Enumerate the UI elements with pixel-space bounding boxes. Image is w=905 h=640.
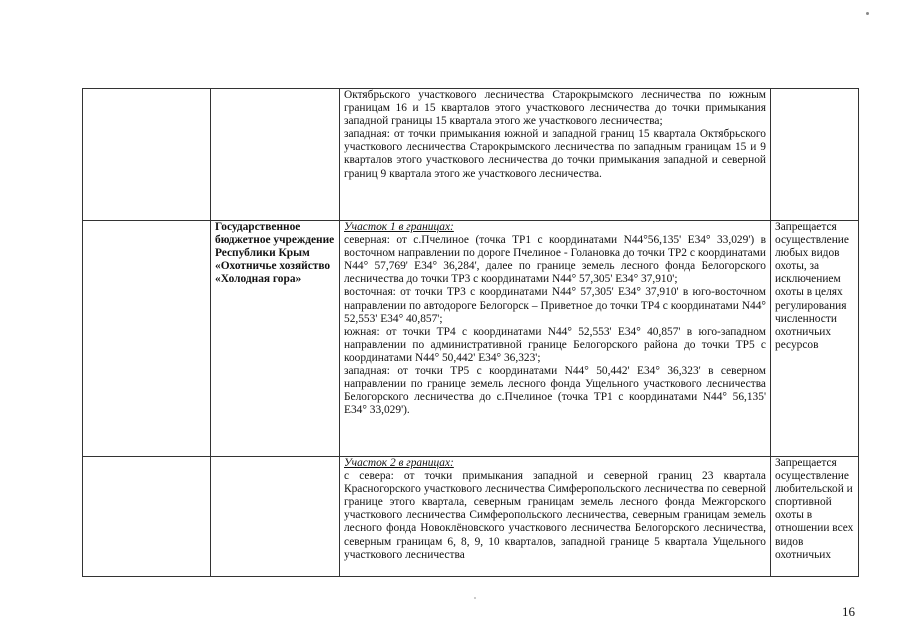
boundary-line: восточная: от точки ТР3 с координатами N44° 57,305' E34° 37,910' в юго-восточном направлении по автодороге Белогорск – Приветное до точки ТР4 с координатами N44° 52,553' E34° 40,857'; — [344, 286, 766, 325]
table-row — [83, 221, 859, 457]
scan-speck — [866, 12, 869, 15]
boundary-line: Октябрьского участкового лесничества Старокрымского лесничества по южным границам 16 и 15 кварталов этого участкового лесничества до точки примыкания западной границы 15 квартала этого же участкового лесничества; — [344, 89, 766, 128]
boundary-line: северная: от с.Пчелиное (точка ТР1 с координатами N44°56,135' E34° 33,029') в восточном направлении по дороге Пчелиное - Голановка до точки ТР2 с координатами N44° 57,769' E34° 36,284', далее по границе земель лесного фонда Белогорского лесничества до точки ТР3 с координатами N44° 57,305' E34° 37,910'; — [344, 234, 766, 286]
organization-cell — [211, 221, 340, 457]
section-title: Участок 1 в границах: — [344, 221, 454, 233]
organization-cell — [211, 457, 340, 577]
document-table — [82, 88, 859, 577]
boundary-description-cell — [340, 89, 771, 221]
restriction-cell — [771, 89, 859, 221]
boundary-description-cell — [340, 457, 771, 577]
boundary-line: западная: от точки примыкания южной и западной границ 15 квартала Октябрьского участкового лесничества Старокрымского лесничества по западным границам 15 и 9 кварталов этого участкового лесничества до точки примыкания западной и северной границ 9 квартала этого же участкового лесничества. — [344, 128, 766, 180]
section-title: Участок 2 в границах: — [344, 457, 454, 469]
row-number-cell — [83, 89, 211, 221]
restriction-cell: Запрещается осуществление любых видов охоты, за исключением охоты в целях регулирования численности охотничьих ресурсов — [771, 221, 859, 457]
scan-speck — [474, 597, 476, 599]
boundary-line: южная: от точки ТР4 с координатами N44° 52,553' E34° 40,857' в юго-западном направлении по административной границе Белогорского района до точки ТР5 с координатами N44° 50,442' E34° 36,323'; — [344, 325, 766, 364]
row-number-cell — [83, 221, 211, 457]
table-row — [83, 457, 859, 577]
boundary-line: с севера: от точки примыкания западной и северной границ 23 квартала Красногорского участкового лесничества Симферопольского лесничества по северной границе этого квартала, северным границам земель лесного фонда Межгорского участкового лесничества Симферопольского лесничества, северным границам земель лесного фонда Новоклёновского участкового лесничества Белогорского лесничества, северным границам 6, 8, 9, 10 кварталов, западной границе 5 квартала Ущельного участкового лесничества — [344, 470, 766, 561]
organization-name: Государственное бюджетное учреждение Республики Крым «Охотничье хозяйство «Холодная гора» — [215, 221, 335, 286]
boundary-description-cell — [340, 221, 771, 457]
organization-cell — [211, 89, 340, 221]
table-row — [83, 89, 859, 221]
page-number: 16 — [842, 604, 855, 619]
row-number-cell — [83, 457, 211, 577]
boundary-line: западная: от точки ТР5 с координатами N44° 50,442' E34° 36,323' в северном направлении по границе земель лесного фонда Ущельного участкового лесничества Белогорского лесничества до с.Пчелиное (точка ТР1 с координатами N44° 56,135' E34° 33,029'). — [344, 365, 766, 417]
restriction-cell: Запрещается осуществление любительской и спортивной охоты в отношении всех видов охотничьих — [771, 457, 859, 577]
